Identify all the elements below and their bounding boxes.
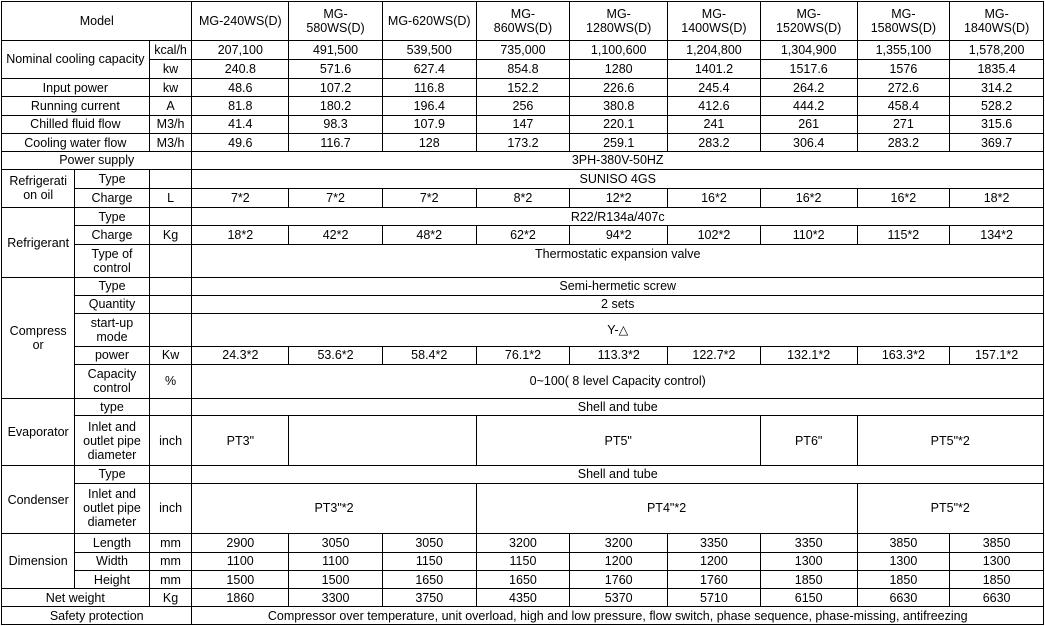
- value-cell: 1300: [950, 552, 1044, 570]
- value-cell: 261: [760, 115, 857, 133]
- value-cell: 1100: [192, 552, 289, 570]
- value-cell: 1,100,600: [570, 40, 668, 59]
- refrigerant-type-row: [2, 208, 1044, 226]
- compressor-startup-row: [2, 313, 1044, 347]
- merged-value-cell: Thermostatic expansion valve: [192, 244, 1044, 278]
- dimension-width-row: [2, 552, 1044, 570]
- value-cell: 735,000: [476, 40, 570, 59]
- compressor-capacity-row: [2, 364, 1044, 399]
- unit-cell: [149, 208, 192, 226]
- chilled-flow-row: [2, 115, 1044, 133]
- value-cell: 1,304,900: [760, 40, 857, 59]
- value-cell: 173.2: [476, 134, 570, 152]
- value-cell: 283.2: [857, 134, 950, 152]
- value-cell: 7*2: [382, 188, 476, 207]
- unit-cell: [149, 169, 192, 188]
- value-cell: 3050: [289, 534, 383, 552]
- cooling-water-row: [2, 134, 1044, 152]
- value-cell: 76.1*2: [476, 347, 570, 364]
- unit-cell: mm: [149, 570, 192, 588]
- value-cell: 48.6: [192, 79, 289, 97]
- spec-table: [1, 1, 1044, 625]
- unit-cell: mm: [149, 552, 192, 570]
- merged-value-cell: PT5": [476, 416, 760, 466]
- merged-value-cell: Shell and tube: [192, 399, 1044, 416]
- sub-label: Inlet and outlet pipe diameter: [75, 416, 149, 466]
- value-cell: 571.6: [289, 59, 383, 78]
- oil-charge-row: [2, 188, 1044, 207]
- value-cell: 113.3*2: [570, 347, 668, 364]
- value-cell: 62*2: [476, 226, 570, 244]
- value-cell: 2900: [192, 534, 289, 552]
- model-name: MG- 1280WS(D): [570, 2, 668, 41]
- value-cell: 6630: [950, 589, 1044, 607]
- sub-label: Inlet and outlet pipe diameter: [75, 483, 149, 534]
- sub-label: Type: [75, 208, 149, 226]
- merged-value-cell: Semi-hermetic screw: [192, 278, 1044, 295]
- value-cell: 1760: [668, 570, 761, 588]
- merged-value-cell: Compressor over temperature, unit overload, high and low pressure, flow switch, phase sequence, phase-missing, antifreezing: [192, 607, 1044, 625]
- value-cell: 132.1*2: [760, 347, 857, 364]
- row-label: Input power: [2, 79, 150, 97]
- value-cell: 380.8: [570, 97, 668, 115]
- unit-cell: [149, 295, 192, 313]
- sub-label: Capacity control: [75, 364, 149, 399]
- sub-label: Length: [75, 534, 149, 552]
- value-cell: 18*2: [192, 226, 289, 244]
- sub-label: Type: [75, 278, 149, 295]
- value-cell: 1835.4: [950, 59, 1044, 78]
- value-cell: 134*2: [950, 226, 1044, 244]
- unit-cell: [149, 313, 192, 347]
- value-cell: 157.1*2: [950, 347, 1044, 364]
- unit-cell: kw: [149, 79, 192, 97]
- value-cell: 220.1: [570, 115, 668, 133]
- value-cell: 1650: [476, 570, 570, 588]
- value-cell: 259.1: [570, 134, 668, 152]
- value-cell: 8*2: [476, 188, 570, 207]
- sub-label: start-up mode: [75, 313, 149, 347]
- group-label: Compress or: [2, 278, 75, 399]
- model-name: MG-240WS(D): [192, 2, 289, 41]
- value-cell: 7*2: [192, 188, 289, 207]
- unit-cell: inch: [149, 483, 192, 534]
- value-cell: 152.2: [476, 79, 570, 97]
- sub-label: power: [75, 347, 149, 364]
- value-cell: 110*2: [760, 226, 857, 244]
- evaporator-type-row: [2, 399, 1044, 416]
- value-cell: 4350: [476, 589, 570, 607]
- row-label: Cooling water flow: [2, 134, 150, 152]
- value-cell: 48*2: [382, 226, 476, 244]
- value-cell: 122.7*2: [668, 347, 761, 364]
- value-cell: 3200: [570, 534, 668, 552]
- merged-value-cell: PT6": [760, 416, 857, 466]
- value-cell: 41.4: [192, 115, 289, 133]
- merged-value-cell: SUNISO 4GS: [192, 169, 1044, 188]
- oil-type-row: [2, 169, 1044, 188]
- merged-value-cell: 3PH-380V-50HZ: [192, 152, 1044, 169]
- value-cell: 16*2: [857, 188, 950, 207]
- dimension-length-row: [2, 534, 1044, 552]
- row-label: Running current: [2, 97, 150, 115]
- unit-cell: A: [149, 97, 192, 115]
- value-cell: 854.8: [476, 59, 570, 78]
- refrigerant-charge-row: [2, 226, 1044, 244]
- merged-value-cell: Y-△: [192, 313, 1044, 347]
- merged-value-cell: PT3": [192, 416, 289, 466]
- value-cell: 6630: [857, 589, 950, 607]
- unit-cell: mm: [149, 534, 192, 552]
- model-name: MG- 1840WS(D): [950, 2, 1044, 41]
- sub-label: Width: [75, 552, 149, 570]
- sub-label: Type: [75, 466, 149, 483]
- value-cell: 1,204,800: [668, 40, 761, 59]
- unit-cell: [149, 278, 192, 295]
- net-weight-row: [2, 589, 1044, 607]
- value-cell: 3350: [760, 534, 857, 552]
- value-cell: 94*2: [570, 226, 668, 244]
- refrigerant-control-row: [2, 244, 1044, 278]
- value-cell: 1860: [192, 589, 289, 607]
- merged-value-cell: PT5"*2: [857, 483, 1043, 534]
- merged-value-cell: PT3"*2: [192, 483, 476, 534]
- compressor-quantity-row: [2, 295, 1044, 313]
- merged-value-cell: Shell and tube: [192, 466, 1044, 483]
- cooling-capacity-label: Nominal cooling capacity: [2, 40, 150, 79]
- value-cell: 81.8: [192, 97, 289, 115]
- value-cell: 314.2: [950, 79, 1044, 97]
- value-cell: 180.2: [289, 97, 383, 115]
- value-cell: 1150: [382, 552, 476, 570]
- condenser-type-row: [2, 466, 1044, 483]
- value-cell: 1650: [382, 570, 476, 588]
- merged-value-cell: R22/R134a/407c: [192, 208, 1044, 226]
- value-cell: 98.3: [289, 115, 383, 133]
- value-cell: 24.3*2: [192, 347, 289, 364]
- value-cell: 1,578,200: [950, 40, 1044, 59]
- value-cell: 53.6*2: [289, 347, 383, 364]
- value-cell: 306.4: [760, 134, 857, 152]
- value-cell: 1576: [857, 59, 950, 78]
- value-cell: 539,500: [382, 40, 476, 59]
- value-cell: 271: [857, 115, 950, 133]
- value-cell: 1850: [950, 570, 1044, 588]
- unit-cell: %: [149, 364, 192, 399]
- value-cell: 16*2: [760, 188, 857, 207]
- running-current-row: [2, 97, 1044, 115]
- value-cell: 3200: [476, 534, 570, 552]
- value-cell: 7*2: [289, 188, 383, 207]
- value-cell: 1150: [476, 552, 570, 570]
- value-cell: 3750: [382, 589, 476, 607]
- value-cell: 1517.6: [760, 59, 857, 78]
- row-label: Chilled fluid flow: [2, 115, 150, 133]
- merged-value-cell: PT5"*2: [857, 416, 1043, 466]
- unit-cell: Kg: [149, 589, 192, 607]
- value-cell: 1300: [857, 552, 950, 570]
- value-cell: 1500: [192, 570, 289, 588]
- row-label: Safety protection: [2, 607, 192, 625]
- value-cell: 102*2: [668, 226, 761, 244]
- value-cell: 1200: [570, 552, 668, 570]
- value-cell: 6150: [760, 589, 857, 607]
- value-cell: 256: [476, 97, 570, 115]
- value-cell: 458.4: [857, 97, 950, 115]
- value-cell: 107.9: [382, 115, 476, 133]
- value-cell: 163.3*2: [857, 347, 950, 364]
- group-label: Refrigerant: [2, 208, 75, 278]
- dimension-height-row: [2, 570, 1044, 588]
- value-cell: 1850: [857, 570, 950, 588]
- value-cell: 58.4*2: [382, 347, 476, 364]
- value-cell: 128: [382, 134, 476, 152]
- sub-label: type: [75, 399, 149, 416]
- value-cell: 3300: [289, 589, 383, 607]
- model-name: MG- 860WS(D): [476, 2, 570, 41]
- unit-cell: [149, 244, 192, 278]
- unit-cell: Kg: [149, 226, 192, 244]
- unit-cell: [149, 399, 192, 416]
- value-cell: 1760: [570, 570, 668, 588]
- cooling-kw-row: [2, 59, 1044, 78]
- model-name: MG- 1520WS(D): [760, 2, 857, 41]
- sub-label: Charge: [75, 188, 149, 207]
- unit-cell: kcal/h: [149, 40, 192, 59]
- value-cell: 147: [476, 115, 570, 133]
- model-name: MG- 580WS(D): [289, 2, 383, 41]
- value-cell: 3850: [857, 534, 950, 552]
- value-cell: 412.6: [668, 97, 761, 115]
- merged-value-cell: [289, 416, 476, 466]
- model-name: MG- 1580WS(D): [857, 2, 950, 41]
- value-cell: 1280: [570, 59, 668, 78]
- group-label: Refrigerati on oil: [2, 169, 75, 208]
- compressor-power-row: [2, 347, 1044, 364]
- unit-cell: M3/h: [149, 115, 192, 133]
- input-power-row: [2, 79, 1044, 97]
- sub-label: Quantity: [75, 295, 149, 313]
- value-cell: 1,355,100: [857, 40, 950, 59]
- value-cell: 283.2: [668, 134, 761, 152]
- merged-value-cell: 0~100( 8 level Capacity control): [192, 364, 1044, 399]
- value-cell: 207,100: [192, 40, 289, 59]
- unit-cell: Kw: [149, 347, 192, 364]
- value-cell: 226.6: [570, 79, 668, 97]
- value-cell: 315.6: [950, 115, 1044, 133]
- value-cell: 444.2: [760, 97, 857, 115]
- value-cell: 1300: [760, 552, 857, 570]
- value-cell: 1401.2: [668, 59, 761, 78]
- value-cell: 627.4: [382, 59, 476, 78]
- value-cell: 1200: [668, 552, 761, 570]
- power-supply-row: [2, 152, 1044, 169]
- value-cell: 115*2: [857, 226, 950, 244]
- value-cell: 528.2: [950, 97, 1044, 115]
- group-label: Dimension: [2, 534, 75, 589]
- value-cell: 49.6: [192, 134, 289, 152]
- unit-cell: [149, 466, 192, 483]
- sub-label: Height: [75, 570, 149, 588]
- value-cell: 1850: [760, 570, 857, 588]
- sub-label: Type: [75, 169, 149, 188]
- value-cell: 196.4: [382, 97, 476, 115]
- value-cell: 272.6: [857, 79, 950, 97]
- model-label: Model: [2, 2, 192, 41]
- value-cell: 1500: [289, 570, 383, 588]
- safety-row: [2, 607, 1044, 625]
- sub-label: Charge: [75, 226, 149, 244]
- value-cell: 16*2: [668, 188, 761, 207]
- group-label: Condenser: [2, 466, 75, 534]
- value-cell: 5710: [668, 589, 761, 607]
- merged-value-cell: 2 sets: [192, 295, 1044, 313]
- unit-cell: inch: [149, 416, 192, 466]
- merged-value-cell: PT4"*2: [476, 483, 857, 534]
- header-row: [2, 2, 1044, 41]
- value-cell: 107.2: [289, 79, 383, 97]
- row-label: Power supply: [2, 152, 192, 169]
- group-label: Evaporator: [2, 399, 75, 466]
- unit-cell: L: [149, 188, 192, 207]
- sub-label: Type of control: [75, 244, 149, 278]
- evaporator-pipe-row: [2, 416, 1044, 466]
- row-label: Net weight: [2, 589, 150, 607]
- model-name: MG-620WS(D): [382, 2, 476, 41]
- value-cell: 116.7: [289, 134, 383, 152]
- value-cell: 5370: [570, 589, 668, 607]
- unit-cell: kw: [149, 59, 192, 78]
- value-cell: 3850: [950, 534, 1044, 552]
- value-cell: 3050: [382, 534, 476, 552]
- value-cell: 491,500: [289, 40, 383, 59]
- value-cell: 42*2: [289, 226, 383, 244]
- value-cell: 369.7: [950, 134, 1044, 152]
- value-cell: 12*2: [570, 188, 668, 207]
- value-cell: 245.4: [668, 79, 761, 97]
- unit-cell: M3/h: [149, 134, 192, 152]
- model-name: MG- 1400WS(D): [668, 2, 761, 41]
- compressor-type-row: [2, 278, 1044, 295]
- value-cell: 116.8: [382, 79, 476, 97]
- value-cell: 241: [668, 115, 761, 133]
- condenser-pipe-row: [2, 483, 1044, 534]
- value-cell: 1100: [289, 552, 383, 570]
- value-cell: 18*2: [950, 188, 1044, 207]
- value-cell: 240.8: [192, 59, 289, 78]
- cooling-kcal-row: [2, 40, 1044, 59]
- value-cell: 264.2: [760, 79, 857, 97]
- value-cell: 3350: [668, 534, 761, 552]
